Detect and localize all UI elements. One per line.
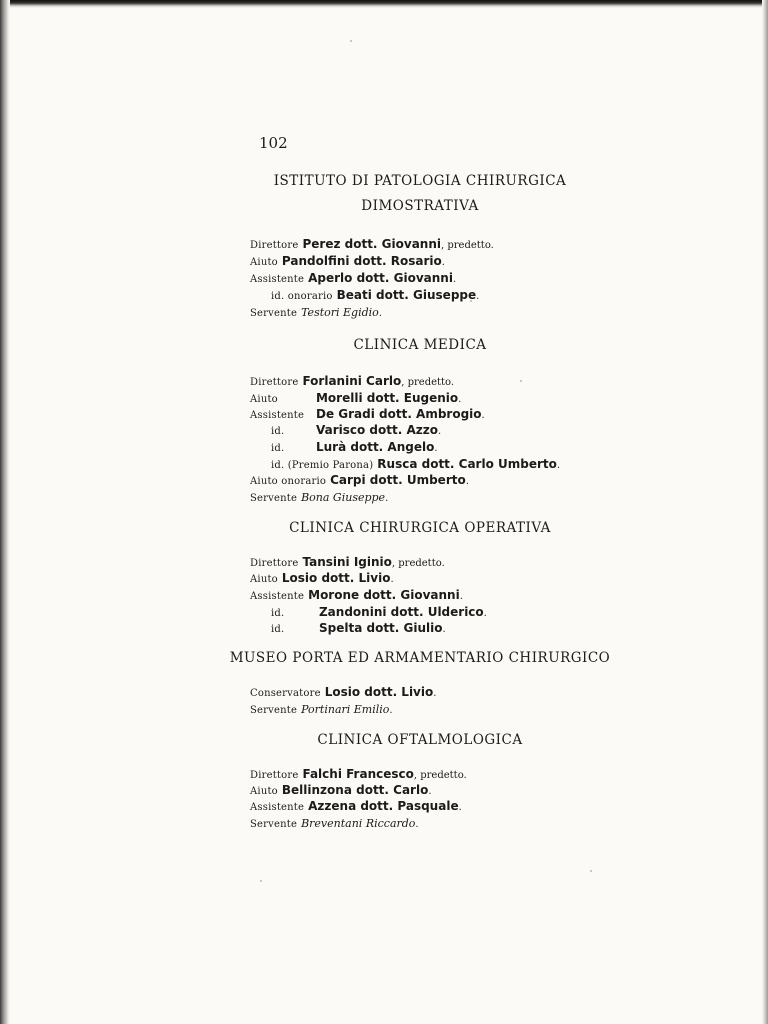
staff-name: Spelta dott. Giulio bbox=[318, 621, 443, 635]
page-number: 102 bbox=[259, 134, 288, 152]
staff-role: Servente bbox=[250, 819, 298, 830]
staff-entry bbox=[250, 253, 445, 271]
staff-name: Lurà dott. Angelo bbox=[315, 440, 435, 454]
staff-entry bbox=[250, 701, 393, 719]
staff-name: Breventani Riccardo bbox=[301, 817, 416, 830]
staff-role: Direttore bbox=[250, 240, 299, 251]
staff-entry bbox=[250, 304, 382, 322]
staff-role: Aiuto onorario bbox=[250, 476, 327, 487]
staff-note: . bbox=[458, 802, 462, 813]
staff-note: . bbox=[465, 476, 469, 487]
staff-note: . bbox=[389, 705, 393, 716]
staff-note: , predetto. bbox=[413, 770, 467, 781]
staff-note: . bbox=[483, 608, 487, 619]
staff-note: . bbox=[434, 443, 438, 454]
staff-entry bbox=[250, 236, 494, 254]
staff-role: id. bbox=[271, 443, 285, 454]
staff-entry bbox=[250, 815, 419, 833]
staff-name: Losio dott. Livio bbox=[324, 685, 434, 699]
staff-note: . bbox=[390, 574, 394, 585]
staff-name: Losio dott. Livio bbox=[281, 571, 391, 585]
staff-name: Zandonini dott. Ulderico bbox=[318, 605, 484, 619]
staff-name: Pandolfini dott. Rosario bbox=[281, 254, 442, 268]
staff-note: . bbox=[452, 274, 457, 285]
staff-name: Carpi dott. Umberto bbox=[330, 473, 466, 487]
staff-role: Aiuto bbox=[250, 257, 278, 268]
section-heading: ISTITUTO DI PATOLOGIA CHIRURGICA bbox=[273, 173, 567, 189]
staff-role: id. bbox=[271, 426, 285, 437]
section-heading-continued: DIMOSTRATIVA bbox=[361, 198, 479, 214]
staff-entry bbox=[250, 684, 436, 702]
staff-name: Bona Giuseppe bbox=[301, 491, 386, 504]
staff-role: Assistente bbox=[250, 410, 305, 421]
staff-role: Direttore bbox=[250, 377, 299, 388]
staff-note: . bbox=[476, 291, 480, 302]
staff-name: Bellinzona dott. Carlo bbox=[281, 783, 429, 797]
staff-note: . bbox=[481, 410, 485, 421]
staff-name: Morelli dott. Eugenio bbox=[315, 391, 459, 405]
staff-role: id. bbox=[271, 624, 285, 635]
staff-entry bbox=[250, 489, 388, 507]
page-top-edge bbox=[0, 0, 768, 8]
staff-note: , predetto. bbox=[441, 240, 494, 251]
staff-role: Assistente bbox=[250, 802, 305, 813]
staff-note: . bbox=[378, 308, 382, 319]
staff-entry bbox=[250, 798, 462, 816]
staff-note: . bbox=[458, 394, 462, 405]
staff-entry bbox=[271, 439, 438, 457]
staff-entry bbox=[250, 472, 469, 490]
staff-name: Aperlo dott. Giovanni bbox=[308, 271, 453, 285]
staff-role: Conservatore bbox=[250, 688, 321, 699]
staff-entry bbox=[250, 270, 456, 288]
paper-speck bbox=[590, 870, 592, 872]
staff-name: De Gradi dott. Ambrogio bbox=[315, 407, 482, 421]
staff-note: . bbox=[441, 257, 445, 268]
staff-role: id. onorario bbox=[271, 291, 333, 302]
staff-role: Aiuto bbox=[250, 574, 278, 585]
section-heading: CLINICA CHIRURGICA OPERATIVA bbox=[289, 520, 551, 536]
staff-name: Testori Egidio bbox=[301, 306, 379, 319]
staff-role: id. bbox=[271, 608, 285, 619]
staff-name: Morone dott. Giovanni bbox=[308, 588, 460, 602]
page-binding-edge bbox=[0, 0, 10, 1024]
staff-entry bbox=[250, 373, 454, 391]
staff-name: Beati dott. Giuseppe bbox=[336, 288, 477, 302]
staff-note: , predetto. bbox=[391, 558, 445, 569]
staff-name: Rusca dott. Carlo Umberto bbox=[377, 457, 557, 471]
staff-role: Servente bbox=[250, 308, 298, 319]
staff-entry bbox=[271, 620, 446, 638]
staff-role: Assistente bbox=[250, 591, 305, 602]
staff-entry bbox=[250, 587, 463, 605]
section-heading: CLINICA OFTALMOLOGICA bbox=[317, 732, 523, 748]
staff-name: Varisco dott. Azzo bbox=[315, 423, 438, 437]
staff-name: Azzena dott. Pasquale bbox=[308, 799, 459, 813]
staff-role: Assistente bbox=[250, 274, 305, 285]
section-heading: MUSEO PORTA ED ARMAMENTARIO CHIRURGICO bbox=[229, 650, 611, 666]
staff-entry bbox=[250, 570, 394, 588]
staff-note: . bbox=[459, 591, 463, 602]
staff-note: . bbox=[442, 624, 446, 635]
staff-role: Servente bbox=[250, 493, 298, 504]
staff-name: Forlanini Carlo bbox=[302, 374, 402, 388]
staff-note: . bbox=[428, 786, 432, 797]
paper-speck bbox=[260, 880, 262, 882]
staff-role: Aiuto bbox=[250, 394, 278, 405]
page-right-edge bbox=[762, 0, 768, 1024]
staff-role: Aiuto bbox=[250, 786, 278, 797]
staff-note: . bbox=[437, 426, 442, 437]
paper-speck bbox=[350, 40, 352, 42]
section-heading: CLINICA MEDICA bbox=[353, 337, 487, 353]
staff-role: id. (Premio Parona) bbox=[271, 460, 374, 471]
paper-speck bbox=[520, 380, 522, 382]
staff-role: Direttore bbox=[250, 558, 299, 569]
staff-name: Perez dott. Giovanni bbox=[302, 237, 441, 251]
staff-note: , predetto. bbox=[401, 377, 455, 388]
staff-role: Servente bbox=[250, 705, 298, 716]
staff-note: . bbox=[433, 688, 437, 699]
staff-name: Falchi Francesco bbox=[302, 767, 414, 781]
staff-entry bbox=[271, 287, 479, 305]
staff-entry bbox=[271, 422, 441, 440]
staff-note: . bbox=[556, 460, 561, 471]
staff-note: . bbox=[415, 819, 419, 830]
staff-name: Tansini Iginio bbox=[302, 555, 392, 569]
staff-role: Direttore bbox=[250, 770, 299, 781]
staff-note: . bbox=[385, 493, 389, 504]
staff-name: Portinari Emilio bbox=[301, 703, 390, 716]
